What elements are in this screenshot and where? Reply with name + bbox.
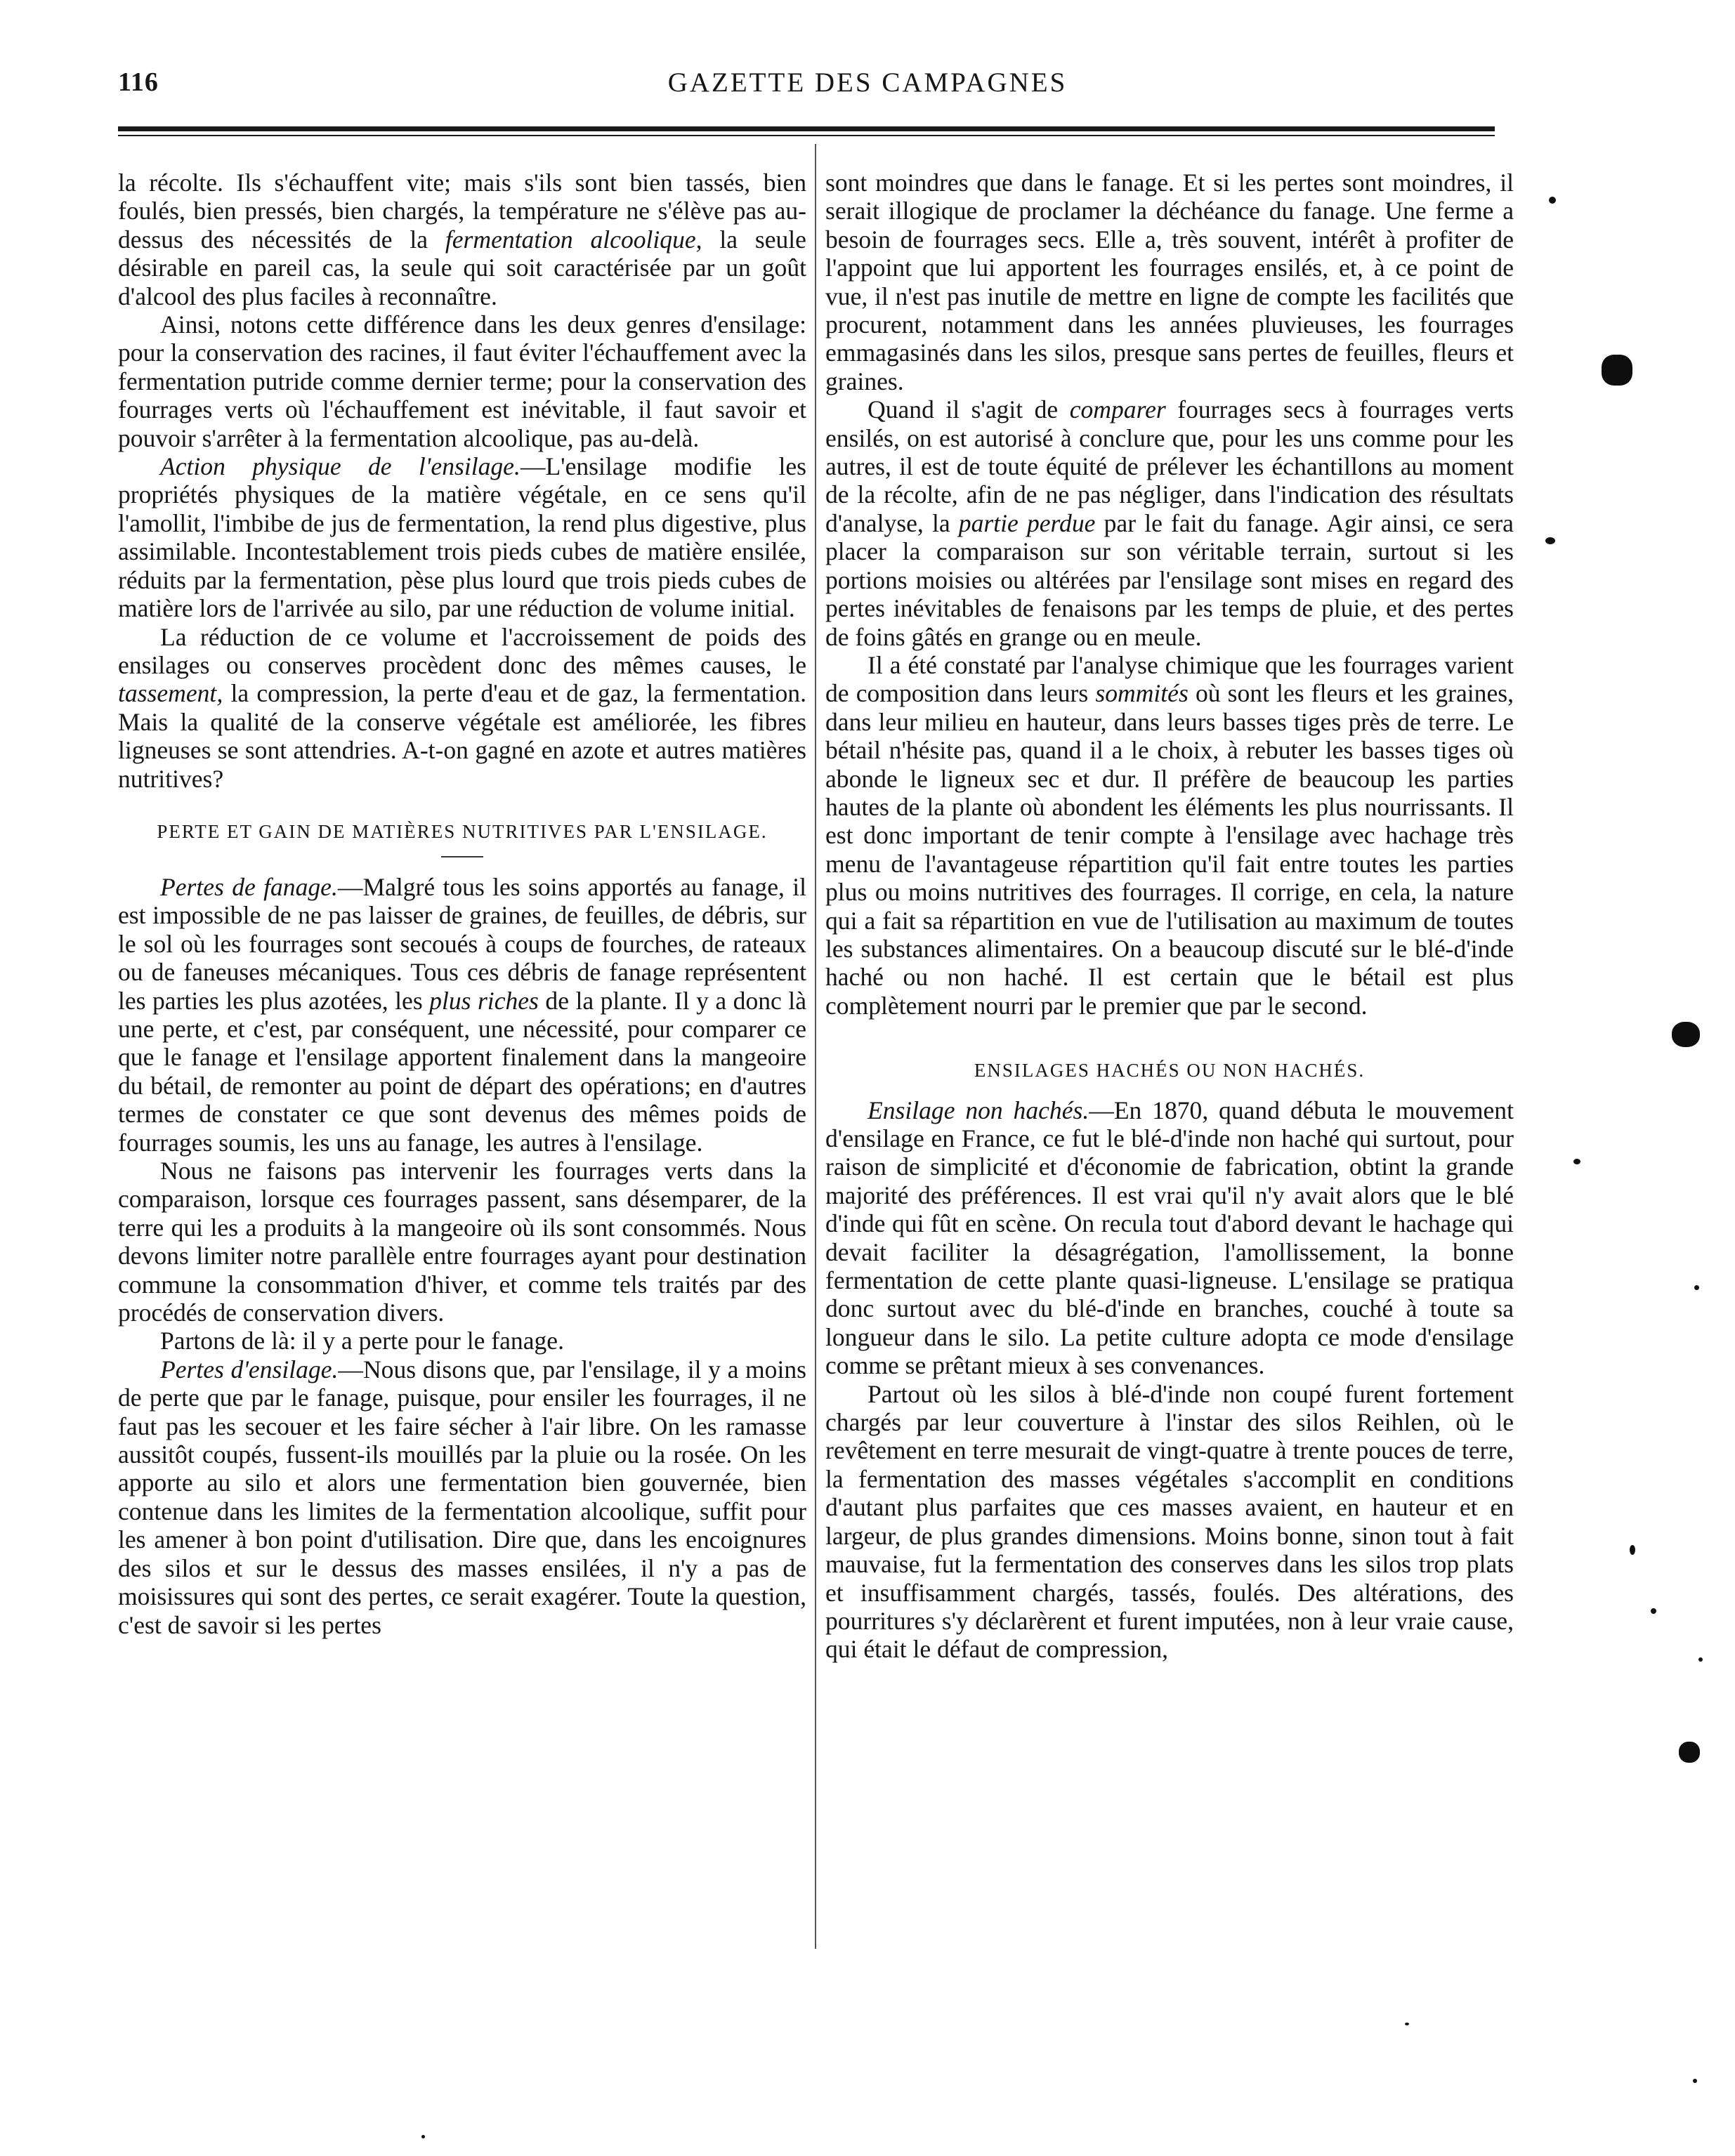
ink-speck <box>1651 1608 1656 1614</box>
paragraph: Nous ne faisons pas intervenir les fourrages verts dans la comparaison, lorsque ces fourrages passent, sans désemparer, de la terre qui les a produits à la mangeoire où ils sont consommés. Nous devons limiter notre parallèle entre fourrages ayant pour destination commune la consommation d'hiver, et comme tels traités par des procédés de conservation divers. <box>118 1157 806 1327</box>
ink-speck <box>421 2135 425 2138</box>
ink-blot <box>1672 1022 1700 1047</box>
right-column <box>825 169 1514 1664</box>
paragraph: Partout où les silos à blé-d'inde non coupé furent fortement chargés par leur couverture à l'instar des silos Reihlen, où le revêtement en terre mesurait de vingt-quatre à trente pouces de terre, la fermentation des masses végétales s'accomplit en conditions d'autant plus parfaites que ces masses avaient, en hauteur et en largeur, de plus grandes dimensions. Moins bonne, sinon tout à fait mauvaise, fut la fermentation des conserves dans les silos trop plats et insuffisamment chargés, tassés, foulés. Des altérations, des pourritures s'y déclarèrent et furent imputées, non à leur vraie cause, qui était le défaut de compression, <box>825 1379 1514 1664</box>
paragraph: La réduction de ce volume et l'accroissement de poids des ensilages ou conserves procèdent donc des mêmes causes, le tassement, la compression, la perte d'eau et de gaz, la fermentation. Mais la qualité de la conserve végétale est améliorée, les fibres ligneuses se sont attendries. A-t-on gagné en azote et autres matières nutritives? <box>118 622 806 793</box>
paragraph: Il a été constaté par l'analyse chimique que les fourrages varient de composition dans leurs sommités où sont les fleurs et les graines, dans leur milieu en hauteur, dans leurs basses tiges près de terre. Le bétail n'hésite pas, quand il a le choix, à rebuter les basses tiges où abonde le ligneux sec et dur. Il préfère de beaucoup les parties hautes de la plante où abondent les éléments les plus nourrissants. Il est donc important de tenir compte à l'ensilage avec hachage très menu de l'avantageuse répartition qu'il fait entre toutes les parties plus ou moins nutritives des fourrages. Il corrige, en cela, la nature qui a fait sa répartition en vue de l'utilisation au maximum de toutes les substances alimentaires. On a beaucoup discuté sur le blé-d'inde haché ou non haché. Il est certain que le bétail est plus complètement nourri par le premier que par le second. <box>825 650 1514 1020</box>
paragraph: Partons de là: il y a perte pour le fanage. <box>160 1327 564 1355</box>
ink-speck <box>1549 197 1556 204</box>
ink-speck <box>1630 1545 1635 1555</box>
section-heading: ENSILAGES HACHÉS OU NON HACHÉS. <box>974 1060 1366 1082</box>
page-number: 116 <box>118 67 159 97</box>
ink-speck <box>1693 2079 1697 2083</box>
ink-speck <box>1698 1657 1703 1662</box>
header-rule-thin <box>118 135 1495 136</box>
paragraph: Ainsi, notons cette différence dans les deux genres d'ensilage: pour la conservation des racines, il faut éviter l'échauffement avec la fermentation putride comme dernier terme; pour la conservation des fourrages verts où l'échauffement est inévitable, il faut savoir et pouvoir s'arrêter à la fermentation alcoolique, pas au-delà. <box>118 310 806 452</box>
paragraph: Ensilage non hachés.—En 1870, quand débuta le mouvement d'ensilage en France, ce fut le blé-d'inde non haché qui surtout, pour raison de simplicité et d'économie de fabrication, obtint la grande majorité des préférences. Il est vrai qu'il n'y avait alors que le blé d'inde qui fût en scène. On recula tout d'abord devant le hachage qui devait faciliter la désagrégation, l'amollissement, la bonne fermentation de cette plante quasi-ligneuse. L'ensilage se pratiqua donc surtout avec du blé-d'inde en branches, couché à toute sa longueur dans le silo. La petite culture adopta ce mode d'ensilage comme se prêtant mieux à ses convenances. <box>825 1096 1514 1380</box>
section-rule <box>441 856 483 857</box>
paragraph: Quand il s'agit de comparer fourrages secs à fourrages verts ensilés, on est autorisé à conclure que, pour les uns comme pour les autres, il est de toute équité de prélever les échantillons au moment de la récolte, afin de ne pas négliger, dans l'indication des résultats d'analyse, la partie perdue par le fait du fanage. Agir ainsi, ce sera placer la comparaison sur son véritable terrain, surtout si les portions moisies ou altérées par l'ensilage sont mises en regard des pertes inévitables de fenaisons par les temps de pluie, et des pertes de foins gâtés en grange ou en meule. <box>825 395 1514 651</box>
ink-blot <box>1679 1742 1700 1763</box>
paragraph: Pertes d'ensilage.—Nous disons que, par l'ensilage, il y a moins de perte que par le fanage, puisque, pour ensiler les fourrages, il ne faut pas les secouer et les faire sécher à l'air libre. On les ramasse aussitôt coupés, fussent-ils mouillés par la pluie ou la rosée. On les apporte au silo et alors une fermentation bien gouvernée, bien contenue dans les limites de la fermentation alcoolique, suffit pour les amener à bon point d'utilisation. Dire que, dans les encoignures des silos et sur le dessus des masses ensilées, il n'y a pas de moisissures qui sont des pertes, ce serait exagérer. Toute la question, c'est de savoir si les pertes <box>118 1355 806 1639</box>
paragraph: sont moindres que dans le fanage. Et si les pertes sont moindres, il serait illogique de proclamer la déchéance du fanage. Une ferme a besoin de fourrages secs. Elle a, très souvent, intérêt à profiter de l'appoint que lui apportent les fourrages ensilés, et, à ce point de vue, il n'est pas inutile de mettre en ligne de compte les facilités que procurent, notamment dans les années pluvieuses, les fourrages emmagasinés dans les silos, presque sans pertes de feuilles, fleurs et graines. <box>825 169 1514 395</box>
running-title: GAZETTE DES CAMPAGNES <box>667 67 1068 98</box>
header-rule-thick <box>118 126 1495 131</box>
ink-speck <box>1405 2023 1409 2025</box>
ink-speck <box>1694 1285 1699 1290</box>
section-heading: PERTE ET GAIN DE MATIÈRES NUTRITIVES PAR L'ENSILAGE. <box>157 820 768 842</box>
ink-speck <box>1545 537 1555 544</box>
paragraph: Action physique de l'ensilage.—L'ensilage modifie les propriétés physiques de la matière végétale, en ce sens qu'il l'amollit, l'imbibe de jus de fermentation, la rend plus digestive, plus assimilable. Incontestablement trois pieds cubes de matière ensilée, réduits par la fermentation, pèse plus lourd que trois pieds cubes de matière lors de l'arrivée au silo, par une réduction de volume initial. <box>118 452 807 623</box>
left-column <box>118 169 806 1639</box>
column-divider <box>815 144 816 1949</box>
paragraph: Pertes de fanage.—Malgré tous les soins apportés au fanage, il est impossible de ne pas laisser de graines, de feuilles, de débris, sur le sol où les fourrages sont secoués à coups de fourches, de rateaux ou de faneuses mécaniques. Tous ces débris de fanage représentent les parties les plus azotées, les plus riches de la plante. Il y a donc là une perte, et c'est, par conséquent, une nécessité, pour comparer ce que le fanage et l'ensilage apportent finalement dans la mangeoire du bétail, de remonter au point de départ des opérations; en d'autres termes de constater ce que sont devenus des mêmes poids de fourrages soumis, les uns au fanage, les autres à l'ensilage. <box>118 872 806 1157</box>
ink-speck <box>1573 1159 1580 1164</box>
ink-blot <box>1602 355 1632 386</box>
paragraph: la récolte. Ils s'échauffent vite; mais s'ils sont bien tassés, bien foulés, bien pressés, bien chargés, la température ne s'élève pas au-dessus des nécessités de la fermentation alcoolique, la seule désirable en pareil cas, la seule qui soit caractérisée par un goût d'alcool des plus faciles à reconnaître. <box>118 169 806 310</box>
